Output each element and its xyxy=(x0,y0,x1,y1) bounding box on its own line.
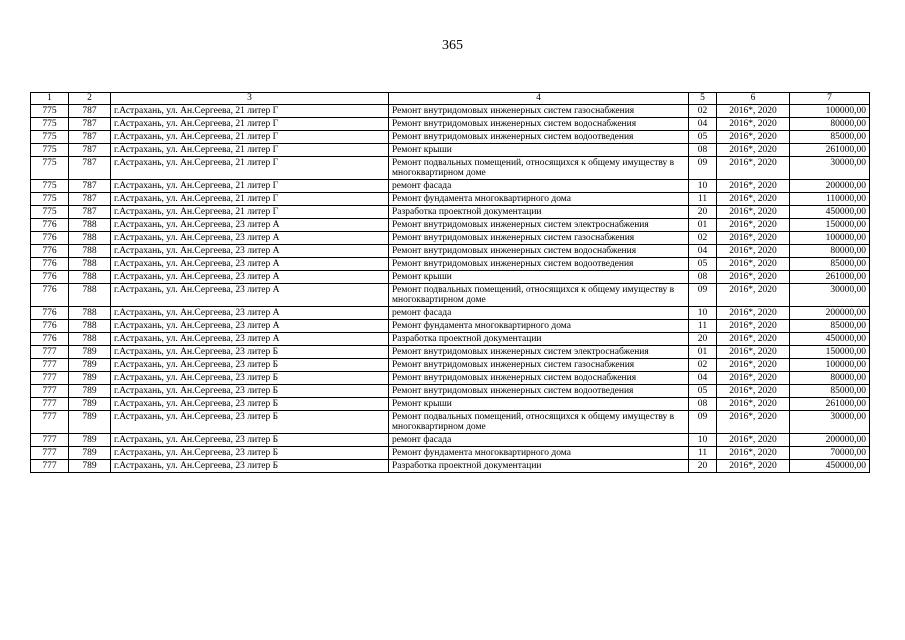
column-number: 3 xyxy=(111,93,389,105)
period-cell: 2016*, 2020 xyxy=(717,332,790,345)
work-code-cell: 04 xyxy=(689,371,717,384)
cost-cell: 85000,00 xyxy=(790,130,870,143)
row-index-cell: 776 xyxy=(31,283,69,306)
period-cell: 2016*, 2020 xyxy=(717,345,790,358)
table-row xyxy=(31,205,870,218)
house-number-cell: 789 xyxy=(69,410,111,433)
house-number-cell: 789 xyxy=(69,459,111,472)
period-cell: 2016*, 2020 xyxy=(717,371,790,384)
address-cell: г.Астрахань, ул. Ан.Сергеева, 21 литер Г xyxy=(111,117,389,130)
table-row xyxy=(31,410,870,433)
work-type-cell: ремонт фасада xyxy=(389,179,689,192)
house-number-cell: 788 xyxy=(69,231,111,244)
cost-cell: 150000,00 xyxy=(790,218,870,231)
work-code-cell: 20 xyxy=(689,332,717,345)
house-number-cell: 789 xyxy=(69,433,111,446)
address-cell: г.Астрахань, ул. Ан.Сергеева, 23 литер А xyxy=(111,270,389,283)
house-number-cell: 787 xyxy=(69,117,111,130)
row-index-cell: 776 xyxy=(31,270,69,283)
work-code-cell: 09 xyxy=(689,156,717,179)
cost-cell: 30000,00 xyxy=(790,410,870,433)
house-number-cell: 788 xyxy=(69,270,111,283)
period-cell: 2016*, 2020 xyxy=(717,130,790,143)
period-cell: 2016*, 2020 xyxy=(717,384,790,397)
house-number-cell: 789 xyxy=(69,371,111,384)
table-row xyxy=(31,143,870,156)
row-index-cell: 775 xyxy=(31,130,69,143)
address-cell: г.Астрахань, ул. Ан.Сергеева, 21 литер Г xyxy=(111,179,389,192)
period-cell: 2016*, 2020 xyxy=(717,459,790,472)
address-cell: г.Астрахань, ул. Ан.Сергеева, 23 литер А xyxy=(111,257,389,270)
row-index-cell: 777 xyxy=(31,371,69,384)
cost-cell: 100000,00 xyxy=(790,358,870,371)
house-number-cell: 788 xyxy=(69,283,111,306)
house-number-cell: 787 xyxy=(69,104,111,117)
column-number-row xyxy=(31,93,870,105)
cost-cell: 70000,00 xyxy=(790,446,870,459)
address-cell: г.Астрахань, ул. Ан.Сергеева, 23 литер А xyxy=(111,218,389,231)
table-row xyxy=(31,371,870,384)
work-type-cell: Ремонт внутридомовых инженерных систем водоотведения xyxy=(389,384,689,397)
work-code-cell: 01 xyxy=(689,218,717,231)
work-type-cell: Разработка проектной документации xyxy=(389,205,689,218)
row-index-cell: 776 xyxy=(31,257,69,270)
work-code-cell: 04 xyxy=(689,244,717,257)
column-number: 4 xyxy=(389,93,689,105)
address-cell: г.Астрахань, ул. Ан.Сергеева, 23 литер Б xyxy=(111,345,389,358)
table-row xyxy=(31,358,870,371)
period-cell: 2016*, 2020 xyxy=(717,433,790,446)
table-row xyxy=(31,192,870,205)
work-code-cell: 20 xyxy=(689,205,717,218)
address-cell: г.Астрахань, ул. Ан.Сергеева, 21 литер Г xyxy=(111,104,389,117)
period-cell: 2016*, 2020 xyxy=(717,283,790,306)
address-cell: г.Астрахань, ул. Ан.Сергеева, 23 литер А xyxy=(111,306,389,319)
row-index-cell: 777 xyxy=(31,410,69,433)
period-cell: 2016*, 2020 xyxy=(717,358,790,371)
address-cell: г.Астрахань, ул. Ан.Сергеева, 21 литер Г xyxy=(111,192,389,205)
work-type-cell: Ремонт подвальных помещений, относящихся к общему имуществу в многоквартирном доме xyxy=(389,283,689,306)
work-code-cell: 02 xyxy=(689,358,717,371)
address-cell: г.Астрахань, ул. Ан.Сергеева, 23 литер Б xyxy=(111,358,389,371)
period-cell: 2016*, 2020 xyxy=(717,192,790,205)
house-number-cell: 788 xyxy=(69,306,111,319)
row-index-cell: 775 xyxy=(31,104,69,117)
work-type-cell: Ремонт крыши xyxy=(389,270,689,283)
period-cell: 2016*, 2020 xyxy=(717,143,790,156)
work-code-cell: 02 xyxy=(689,104,717,117)
house-number-cell: 788 xyxy=(69,244,111,257)
row-index-cell: 776 xyxy=(31,332,69,345)
cost-cell: 261000,00 xyxy=(790,270,870,283)
table-row xyxy=(31,345,870,358)
work-code-cell: 05 xyxy=(689,257,717,270)
address-cell: г.Астрахань, ул. Ан.Сергеева, 23 литер Б xyxy=(111,446,389,459)
house-number-cell: 789 xyxy=(69,397,111,410)
work-code-cell: 10 xyxy=(689,306,717,319)
house-number-cell: 787 xyxy=(69,156,111,179)
work-code-cell: 09 xyxy=(689,410,717,433)
work-type-cell: Ремонт внутридомовых инженерных систем водоотведения xyxy=(389,130,689,143)
work-type-cell: Ремонт внутридомовых инженерных систем электроснабжения xyxy=(389,218,689,231)
row-index-cell: 777 xyxy=(31,358,69,371)
cost-cell: 261000,00 xyxy=(790,397,870,410)
address-cell: г.Астрахань, ул. Ан.Сергеева, 23 литер Б xyxy=(111,384,389,397)
period-cell: 2016*, 2020 xyxy=(717,257,790,270)
work-type-cell: Ремонт подвальных помещений, относящихся к общему имуществу в многоквартирном доме xyxy=(389,410,689,433)
column-number: 6 xyxy=(717,93,790,105)
work-code-cell: 11 xyxy=(689,446,717,459)
work-type-cell: Ремонт внутридомовых инженерных систем газоснабжения xyxy=(389,104,689,117)
row-index-cell: 777 xyxy=(31,446,69,459)
house-number-cell: 788 xyxy=(69,257,111,270)
period-cell: 2016*, 2020 xyxy=(717,104,790,117)
cost-cell: 80000,00 xyxy=(790,117,870,130)
table-row xyxy=(31,384,870,397)
period-cell: 2016*, 2020 xyxy=(717,410,790,433)
work-code-cell: 05 xyxy=(689,384,717,397)
work-code-cell: 11 xyxy=(689,319,717,332)
row-index-cell: 776 xyxy=(31,244,69,257)
work-type-cell: Ремонт внутридомовых инженерных систем водоснабжения xyxy=(389,371,689,384)
work-type-cell: Разработка проектной документации xyxy=(389,459,689,472)
work-code-cell: 08 xyxy=(689,143,717,156)
row-index-cell: 775 xyxy=(31,205,69,218)
table-row xyxy=(31,270,870,283)
cost-cell: 80000,00 xyxy=(790,244,870,257)
house-number-cell: 789 xyxy=(69,446,111,459)
work-code-cell: 05 xyxy=(689,130,717,143)
table-row xyxy=(31,283,870,306)
table-row xyxy=(31,244,870,257)
work-type-cell: Ремонт подвальных помещений, относящихся к общему имуществу в многоквартирном доме xyxy=(389,156,689,179)
address-cell: г.Астрахань, ул. Ан.Сергеева, 23 литер А xyxy=(111,283,389,306)
period-cell: 2016*, 2020 xyxy=(717,205,790,218)
house-number-cell: 789 xyxy=(69,384,111,397)
table-row xyxy=(31,332,870,345)
work-type-cell: Ремонт фундамента многоквартирного дома xyxy=(389,319,689,332)
row-index-cell: 777 xyxy=(31,433,69,446)
cost-cell: 110000,00 xyxy=(790,192,870,205)
table-row xyxy=(31,218,870,231)
house-number-cell: 787 xyxy=(69,143,111,156)
work-type-cell: Ремонт внутридомовых инженерных систем газоснабжения xyxy=(389,358,689,371)
address-cell: г.Астрахань, ул. Ан.Сергеева, 21 литер Г xyxy=(111,205,389,218)
house-number-cell: 789 xyxy=(69,345,111,358)
row-index-cell: 777 xyxy=(31,345,69,358)
address-cell: г.Астрахань, ул. Ан.Сергеева, 23 литер А xyxy=(111,319,389,332)
work-type-cell: Ремонт внутридомовых инженерных систем газоснабжения xyxy=(389,231,689,244)
period-cell: 2016*, 2020 xyxy=(717,319,790,332)
period-cell: 2016*, 2020 xyxy=(717,397,790,410)
address-cell: г.Астрахань, ул. Ан.Сергеева, 23 литер Б xyxy=(111,433,389,446)
period-cell: 2016*, 2020 xyxy=(717,218,790,231)
work-type-cell: Ремонт фундамента многоквартирного дома xyxy=(389,446,689,459)
column-number: 5 xyxy=(689,93,717,105)
cost-cell: 200000,00 xyxy=(790,306,870,319)
row-index-cell: 775 xyxy=(31,179,69,192)
work-type-cell: Ремонт крыши xyxy=(389,143,689,156)
house-number-cell: 789 xyxy=(69,358,111,371)
address-cell: г.Астрахань, ул. Ан.Сергеева, 23 литер Б xyxy=(111,410,389,433)
row-index-cell: 775 xyxy=(31,156,69,179)
cost-cell: 200000,00 xyxy=(790,433,870,446)
row-index-cell: 776 xyxy=(31,231,69,244)
row-index-cell: 777 xyxy=(31,384,69,397)
table-row xyxy=(31,459,870,472)
work-type-cell: Ремонт внутридомовых инженерных систем водоснабжения xyxy=(389,117,689,130)
table-row xyxy=(31,257,870,270)
column-number: 1 xyxy=(31,93,69,105)
house-number-cell: 788 xyxy=(69,218,111,231)
work-type-cell: ремонт фасада xyxy=(389,433,689,446)
work-type-cell: ремонт фасада xyxy=(389,306,689,319)
period-cell: 2016*, 2020 xyxy=(717,446,790,459)
period-cell: 2016*, 2020 xyxy=(717,244,790,257)
cost-cell: 85000,00 xyxy=(790,319,870,332)
cost-cell: 200000,00 xyxy=(790,179,870,192)
cost-cell: 450000,00 xyxy=(790,205,870,218)
work-code-cell: 11 xyxy=(689,192,717,205)
house-number-cell: 788 xyxy=(69,332,111,345)
row-index-cell: 777 xyxy=(31,459,69,472)
address-cell: г.Астрахань, ул. Ан.Сергеева, 21 литер Г xyxy=(111,156,389,179)
house-number-cell: 787 xyxy=(69,192,111,205)
work-type-cell: Ремонт внутридомовых инженерных систем водоснабжения xyxy=(389,244,689,257)
period-cell: 2016*, 2020 xyxy=(717,179,790,192)
work-code-cell: 08 xyxy=(689,397,717,410)
address-cell: г.Астрахань, ул. Ан.Сергеева, 23 литер А xyxy=(111,332,389,345)
row-index-cell: 776 xyxy=(31,319,69,332)
work-code-cell: 08 xyxy=(689,270,717,283)
cost-cell: 30000,00 xyxy=(790,156,870,179)
table-row xyxy=(31,397,870,410)
period-cell: 2016*, 2020 xyxy=(717,270,790,283)
row-index-cell: 775 xyxy=(31,143,69,156)
work-code-cell: 20 xyxy=(689,459,717,472)
period-cell: 2016*, 2020 xyxy=(717,306,790,319)
work-type-cell: Ремонт внутридомовых инженерных систем электроснабжения xyxy=(389,345,689,358)
table-row xyxy=(31,104,870,117)
address-cell: г.Астрахань, ул. Ан.Сергеева, 21 литер Г xyxy=(111,130,389,143)
work-type-cell: Ремонт крыши xyxy=(389,397,689,410)
table-row xyxy=(31,433,870,446)
work-code-cell: 04 xyxy=(689,117,717,130)
work-type-cell: Разработка проектной документации xyxy=(389,332,689,345)
cost-cell: 100000,00 xyxy=(790,231,870,244)
house-number-cell: 787 xyxy=(69,130,111,143)
address-cell: г.Астрахань, ул. Ан.Сергеева, 23 литер А xyxy=(111,231,389,244)
cost-cell: 30000,00 xyxy=(790,283,870,306)
cost-cell: 85000,00 xyxy=(790,257,870,270)
row-index-cell: 775 xyxy=(31,192,69,205)
repair-schedule-table xyxy=(30,92,870,473)
table-row xyxy=(31,156,870,179)
work-type-cell: Ремонт фундамента многоквартирного дома xyxy=(389,192,689,205)
table-row xyxy=(31,130,870,143)
house-number-cell: 787 xyxy=(69,205,111,218)
address-cell: г.Астрахань, ул. Ан.Сергеева, 23 литер Б xyxy=(111,459,389,472)
address-cell: г.Астрахань, ул. Ан.Сергеева, 23 литер Б xyxy=(111,371,389,384)
work-code-cell: 01 xyxy=(689,345,717,358)
work-type-cell: Ремонт внутридомовых инженерных систем водоотведения xyxy=(389,257,689,270)
work-code-cell: 02 xyxy=(689,231,717,244)
cost-cell: 85000,00 xyxy=(790,384,870,397)
row-index-cell: 776 xyxy=(31,218,69,231)
period-cell: 2016*, 2020 xyxy=(717,156,790,179)
address-cell: г.Астрахань, ул. Ан.Сергеева, 23 литер Б xyxy=(111,397,389,410)
table-row xyxy=(31,231,870,244)
work-code-cell: 10 xyxy=(689,179,717,192)
row-index-cell: 777 xyxy=(31,397,69,410)
cost-cell: 261000,00 xyxy=(790,143,870,156)
work-code-cell: 09 xyxy=(689,283,717,306)
table-row xyxy=(31,117,870,130)
row-index-cell: 775 xyxy=(31,117,69,130)
row-index-cell: 776 xyxy=(31,306,69,319)
table-row xyxy=(31,306,870,319)
cost-cell: 450000,00 xyxy=(790,459,870,472)
address-cell: г.Астрахань, ул. Ан.Сергеева, 21 литер Г xyxy=(111,143,389,156)
cost-cell: 100000,00 xyxy=(790,104,870,117)
house-number-cell: 788 xyxy=(69,319,111,332)
table-row xyxy=(31,179,870,192)
cost-cell: 150000,00 xyxy=(790,345,870,358)
period-cell: 2016*, 2020 xyxy=(717,117,790,130)
cost-cell: 80000,00 xyxy=(790,371,870,384)
table-row xyxy=(31,446,870,459)
table-row xyxy=(31,319,870,332)
table-body xyxy=(31,104,870,472)
period-cell: 2016*, 2020 xyxy=(717,231,790,244)
work-code-cell: 10 xyxy=(689,433,717,446)
column-number: 2 xyxy=(69,93,111,105)
house-number-cell: 787 xyxy=(69,179,111,192)
cost-cell: 450000,00 xyxy=(790,332,870,345)
column-number: 7 xyxy=(790,93,870,105)
page-number: 365 xyxy=(442,38,463,53)
address-cell: г.Астрахань, ул. Ан.Сергеева, 23 литер А xyxy=(111,244,389,257)
